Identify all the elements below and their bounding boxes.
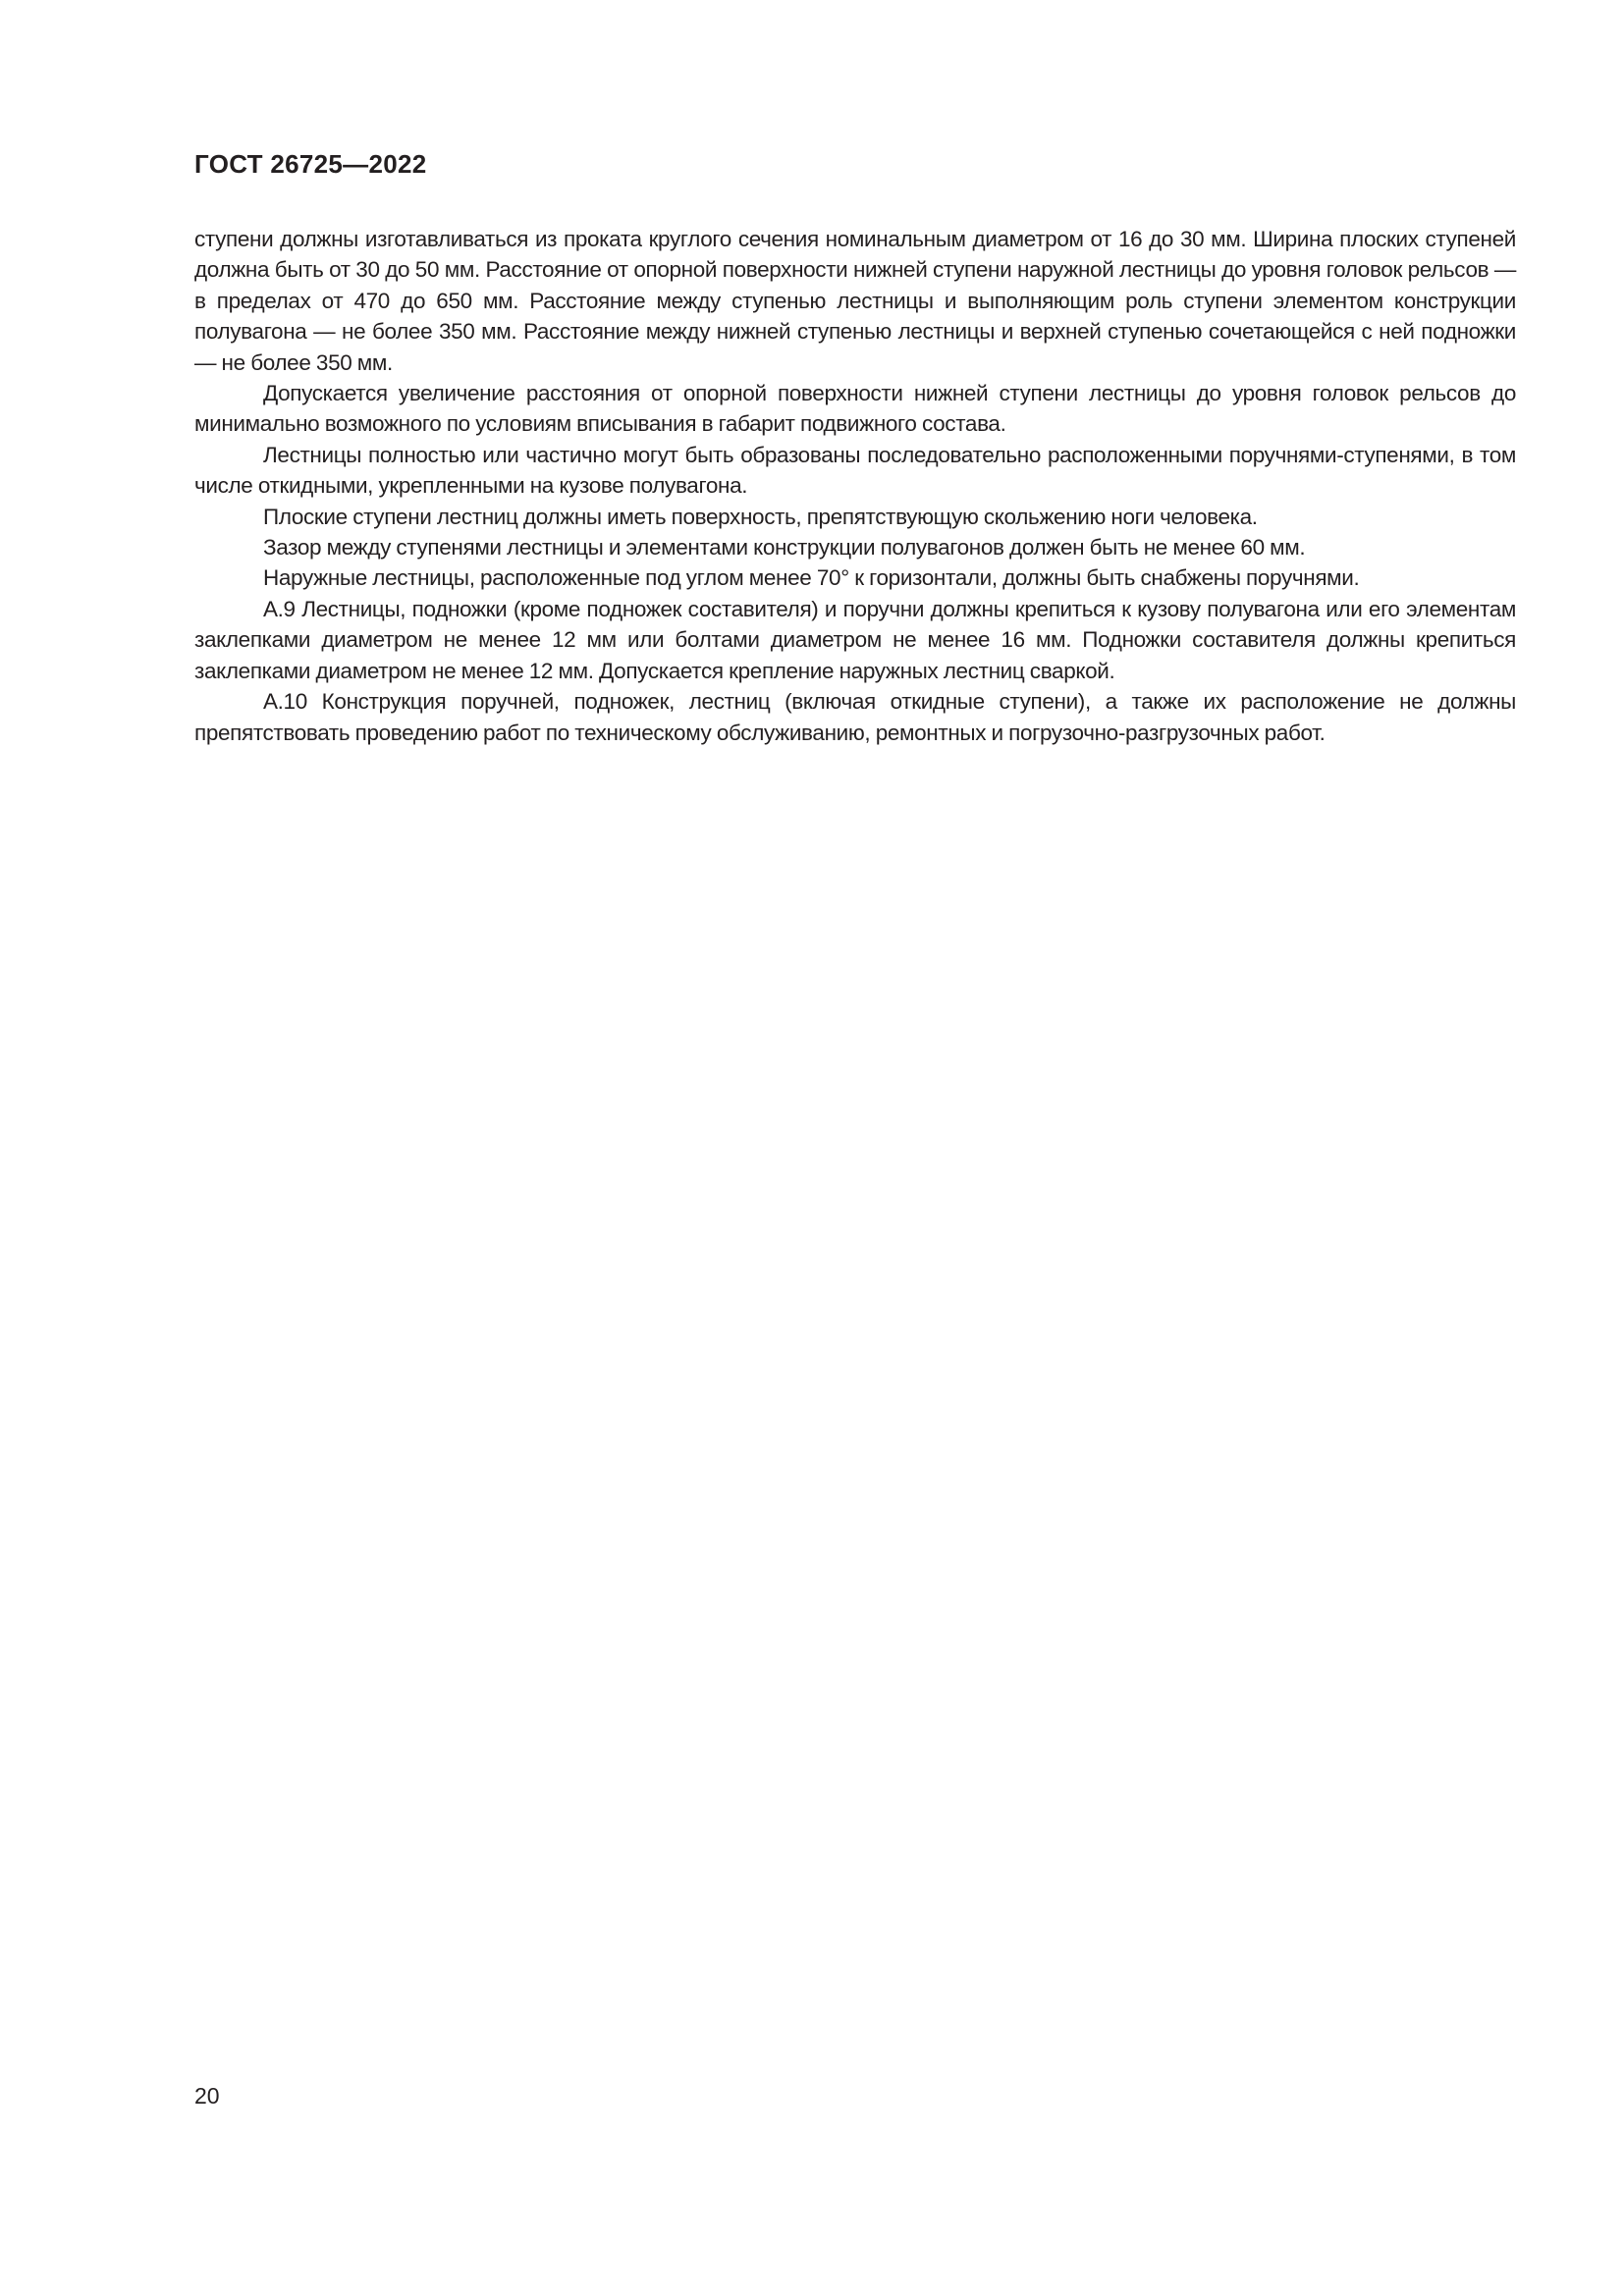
paragraph-distance-increase: Допускается увеличение расстояния от опорной поверхности нижней ступени лестницы до уровня головок рельсов до минимально возможного по условиям вписывания в габарит подвижного состава. <box>194 381 1516 437</box>
paragraph-a9-fastening: А.9 Лестницы, подножки (кроме подножек составителя) и поручни должны крепиться к кузову полувагона или его элементам заклепками диаметром не менее 12 мм или болтами диаметром не менее 16 мм. Подножки составителя должны крепиться заклепками диаметром не менее 12 мм. Допускается крепление наружных лестниц сваркой. <box>194 596 1516 683</box>
paragraph-ladder-handrail-steps: Лестницы полностью или частично могут быть образованы последовательно расположенными поручнями-ступенями, в том числе откидными, укрепленными на кузове полувагона. <box>194 442 1516 499</box>
paragraph-step-dimensions: ступени должны изготавливаться из проката круглого сечения номинальным диаметром от 16 до 30 мм. Ширина плоских ступеней должна быть от 30 до 50 мм. Расстояние от опорной поверхности нижней ступени наружной лестницы до уровня головок рельсов — в пределах от 470 до 650 мм. Расстояние между ступенью лестницы и выполняющим роль ступени элементом конструкции полувагона — не более 350 мм. Расстояние между нижней ступенью лестницы и верхней ступенью сочетающейся с ней подножки — не более 350 мм. <box>194 227 1516 375</box>
page-number: 20 <box>194 2083 220 2109</box>
document-body <box>194 224 1516 748</box>
document-header-standard-number: ГОСТ 26725—2022 <box>194 149 427 179</box>
paragraph-step-gap: Зазор между ступенями лестницы и элементами конструкции полувагонов должен быть не менее 60 мм. <box>263 535 1306 561</box>
paragraph-a10-construction: А.10 Конструкция поручней, подножек, лестниц (включая откидные ступени), а также их расположение не должны препятствовать проведению работ по техническому обслуживанию, ремонтных и погрузочно-разгрузочных работ. <box>194 689 1516 745</box>
paragraph-external-ladder-handrails: Наружные лестницы, расположенные под углом менее 70° к горизонтали, должны быть снабжены поручнями. <box>263 565 1360 591</box>
paragraph-anti-slip-surface: Плоские ступени лестниц должны иметь поверхность, препятствующую скольжению ноги человека. <box>263 504 1258 529</box>
